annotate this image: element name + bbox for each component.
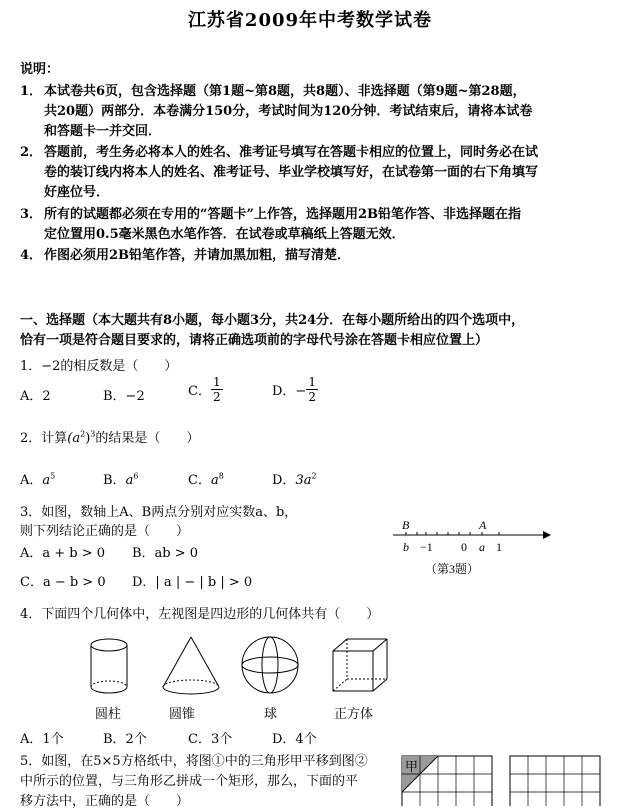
q4-option-d: D．4个 xyxy=(272,732,317,747)
grid-1 xyxy=(402,756,492,806)
value-a-label: a xyxy=(479,540,485,554)
q1-option-c xyxy=(188,375,223,404)
note-3-line-1: 所有的试题都必须在专用的“答题卡”上作答，选择题用2B铅笔作答、非选择题在指 xyxy=(44,207,521,222)
q1-d-numerator: 1 xyxy=(308,375,316,389)
q2-c-base: a xyxy=(210,473,219,488)
q3-line-1: 3．如图，数轴上A、B两点分别对应实数a、b， xyxy=(20,505,298,520)
note-3-num: 3． xyxy=(20,207,43,222)
q2-c-label: C． xyxy=(188,473,211,488)
q1-option-a: A．2 xyxy=(20,389,51,404)
note-2-line-1: 答题前，考生务必将本人的姓名、准考证号填写在答题卡相应的位置上，同时务必在试 xyxy=(44,145,539,160)
q2-stem-close: ) xyxy=(85,431,91,446)
q2-option-c xyxy=(188,469,224,488)
notes-heading: 说明： xyxy=(20,62,60,77)
q1-option-c-label: C． xyxy=(188,384,211,399)
note-1-num: 1． xyxy=(20,84,43,99)
note-3-line-2: 定位置用0.5毫米黑色水笔作答．在试卷或草稿纸上答题无效． xyxy=(44,227,405,242)
number-line-arrow xyxy=(543,531,551,539)
point-a-label: A xyxy=(479,518,487,532)
shape-label-cone: 圆锥 xyxy=(169,707,196,722)
q1-c-numerator: 1 xyxy=(212,375,221,389)
sphere-shape xyxy=(242,637,298,693)
shape-label-cylinder: 圆柱 xyxy=(95,707,122,722)
q1-option-d-label: D．− xyxy=(272,384,307,399)
tick-one-label: 1 xyxy=(496,540,502,554)
shape-label-sphere: 球 xyxy=(264,707,278,722)
tick-minus-one-label: −1 xyxy=(420,540,433,554)
q2-b-base: a xyxy=(125,473,134,488)
q1-option-d xyxy=(272,375,318,404)
cylinder-shape xyxy=(91,639,127,693)
q1-option-d-fraction xyxy=(306,375,318,404)
q2-d-sup: 2 xyxy=(311,471,317,481)
q5-grid-figure xyxy=(400,754,610,806)
q1-option-c-fraction xyxy=(211,375,223,404)
note-1-line-3: 和答题卡一并交回． xyxy=(44,124,162,139)
cone-shape xyxy=(163,637,219,694)
q2-stem-post: 的结果是（ ） xyxy=(95,431,200,446)
q1-stem: 1．−2的相反数是（ ） xyxy=(20,359,178,374)
q2-stem-base: (a xyxy=(67,431,81,446)
q3-option-c: C．a − b > 0 xyxy=(20,575,106,590)
q4-option-c: C．3个 xyxy=(188,732,233,747)
note-2-line-2: 卷的装订线内将本人的姓名、准考证号、毕业学校填写好，在试卷第一面的右下角填写 xyxy=(44,165,539,180)
q2-stem xyxy=(20,427,199,446)
section1-line-1: 一、选择题（本大题共有8小题，每小题3分，共24分．在每小题所给出的四个选项中， xyxy=(20,313,525,328)
q3-option-a: A．a + b > 0 xyxy=(20,546,106,561)
q3-option-b: B．ab > 0 xyxy=(132,546,199,561)
tick-zero-label: 0 xyxy=(461,540,467,554)
q2-option-d xyxy=(272,469,317,488)
note-4-num: 4． xyxy=(20,248,43,263)
q4-option-b: B．2个 xyxy=(103,732,147,747)
q4-option-a: A．1个 xyxy=(20,732,64,747)
note-2-num: 2． xyxy=(20,145,43,160)
q5-line-1: 5．如图，在5×5方格纸中，将图①中的三角形甲平移到图② xyxy=(20,754,368,769)
triangle-jia-label: 甲 xyxy=(405,759,419,774)
grid-2 xyxy=(510,756,600,806)
cube-shape xyxy=(333,639,387,691)
q2-a-label: A． xyxy=(20,473,43,488)
note-4-line-1: 作图必须用2B铅笔作答，并请加黑加粗，描写清楚． xyxy=(44,248,351,263)
q2-option-b xyxy=(103,469,138,488)
q4-stem: 4．下面四个几何体中，左视图是四边形的几何体共有（ ） xyxy=(20,607,380,622)
q5-line-3: 移方法中，正确的是（ ） xyxy=(20,794,190,809)
q2-stem-pre: 2．计算 xyxy=(20,431,68,446)
q2-option-a xyxy=(20,469,55,488)
point-b-label: B xyxy=(402,518,410,532)
q2-a-sup: 5 xyxy=(50,471,56,481)
q1-d-denominator: 2 xyxy=(308,390,316,404)
q2-stem-sup1: 2 xyxy=(80,429,86,439)
q2-b-sup: 6 xyxy=(133,471,139,481)
q2-c-sup: 8 xyxy=(218,471,224,481)
section1-line-2: 恰有一项是符合题目要求的，请将正确选项前的字母代号涂在答题卡相应位置上） xyxy=(20,333,489,348)
q2-stem-sup2: 3 xyxy=(90,429,96,439)
figure-3-caption: （第3题） xyxy=(425,562,480,576)
q1-option-b: B．−2 xyxy=(103,389,145,404)
number-line-figure xyxy=(385,515,555,580)
q5-line-2: 中所示的位置，与三角形乙拼成一个矩形，那么，下面的平 xyxy=(20,774,359,789)
q2-d-label: D． xyxy=(272,473,296,488)
q3-option-d: D．| a | − | b | > 0 xyxy=(132,575,253,590)
q1-c-denominator: 2 xyxy=(212,390,221,404)
q2-d-base: 3a xyxy=(295,473,312,488)
value-b-label: b xyxy=(403,540,409,554)
q2-a-base: a xyxy=(42,473,51,488)
q3-line-2: 则下列结论正确的是（ ） xyxy=(20,524,190,539)
note-1-line-2: 共20题）两部分．本卷满分150分，考试时间为120分钟．考试结束后，请将本试卷 xyxy=(44,104,533,119)
q4-solids-figure xyxy=(85,635,395,697)
note-1-line-1: 本试卷共6页，包含选择题（第1题~第8题，共8题）、非选择题（第9题~第28题， xyxy=(44,84,526,99)
page-title: 江苏省2009年中考数学试卷 xyxy=(187,10,433,31)
note-2-line-3: 好座位号． xyxy=(44,185,110,200)
q2-b-label: B． xyxy=(103,473,126,488)
shape-label-cube: 正方体 xyxy=(334,707,374,722)
